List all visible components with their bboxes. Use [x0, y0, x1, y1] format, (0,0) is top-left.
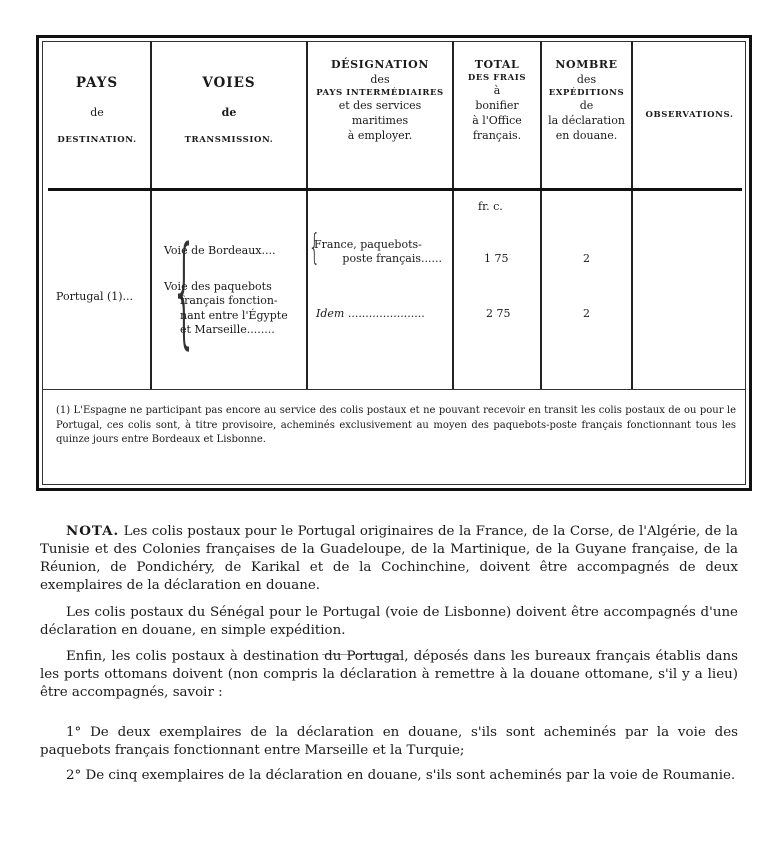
- header-pays: PAYS de DESTINATION.: [57, 75, 137, 146]
- header-designation: DÉSIGNATION des PAYS INTERMÉDIAIRES et des services maritimes à employer.: [316, 58, 444, 142]
- designation-cell: Idem ......................: [316, 307, 425, 320]
- voie-cell: Voie des paquebots français fonction- nant entre l'Égypte et Marseille........: [164, 280, 288, 336]
- country-cell: Portugal (1)...: [56, 290, 134, 303]
- list-item: 2° De cinq exemplaires de la déclaration en douane, s'ils sont acheminés par la voie de Roumanie.: [66, 768, 736, 783]
- nota-paragraph-2: Les colis postaux du Sénégal pour le Portugal (voie de Lisbonne) doivent être accompagnés d'une déclaration en douane, en simple expédition.: [40, 605, 738, 639]
- brace-icon: {: [308, 227, 321, 268]
- nombre-cell: 2: [583, 307, 590, 320]
- table-footnote: (1) L'Espagne ne participant pas encore au service des colis postaux et ne pouvant recevoir en transit les colis postaux de ou pour le Portugal, ces colis sont, à titre provisoire, acheminés exclusivement au moyen des paquebots-poste français fonctionnant tous les quinze jours entre Bordeaux et Lisbonne.: [56, 405, 736, 445]
- column-divider: [631, 41, 633, 389]
- brace-icon: {: [170, 222, 198, 361]
- total-cell: 1 75: [484, 252, 509, 265]
- header-rule: [48, 188, 742, 191]
- nota-paragraph-3: Enfin, les colis postaux à destination du Portugal, déposés dans les bureaux français établis dans les ports ottomans doivent (non compris la déclaration à remettre à la douane ottomane, s'il y a lieu) être accompagnés, savoir :: [40, 649, 738, 701]
- list-item: 1° De deux exemplaires de la déclaration en douane, s'ils sont acheminés par la voie des paquebots français fonctionnant entre Marseille et la Turquie;: [40, 725, 738, 759]
- header-total: TOTAL DES FRAIS à bonifier à l'Office français.: [467, 58, 527, 142]
- units-label: fr. c.: [478, 200, 503, 213]
- header-voies: VOIES de TRANSMISSION.: [184, 75, 274, 146]
- footnote-rule: [42, 389, 746, 390]
- header-observations: OBSERVATIONS.: [645, 110, 734, 120]
- header-nombre: NOMBRE des EXPÉDITIONS de la déclaration en douane.: [548, 58, 625, 142]
- total-cell: 2 75: [486, 307, 511, 320]
- voie-cell: Voie de Bordeaux....: [164, 244, 276, 257]
- nombre-cell: 2: [583, 252, 590, 265]
- nota-paragraph-1: NOTA. Les colis postaux pour le Portugal originaires de la France, de la Corse, de l'Algérie, de la Tunisie et des Colonies françaises de la Guadeloupe, de la Martinique, de la Guyane française, de la Réunion, de Pondichéry, de Karikal et de la Cochinchine, doivent être accompagnés de deux exemplaires de la déclaration en douane.: [40, 523, 738, 594]
- designation-cell: France, paquebots- poste français......: [314, 238, 442, 266]
